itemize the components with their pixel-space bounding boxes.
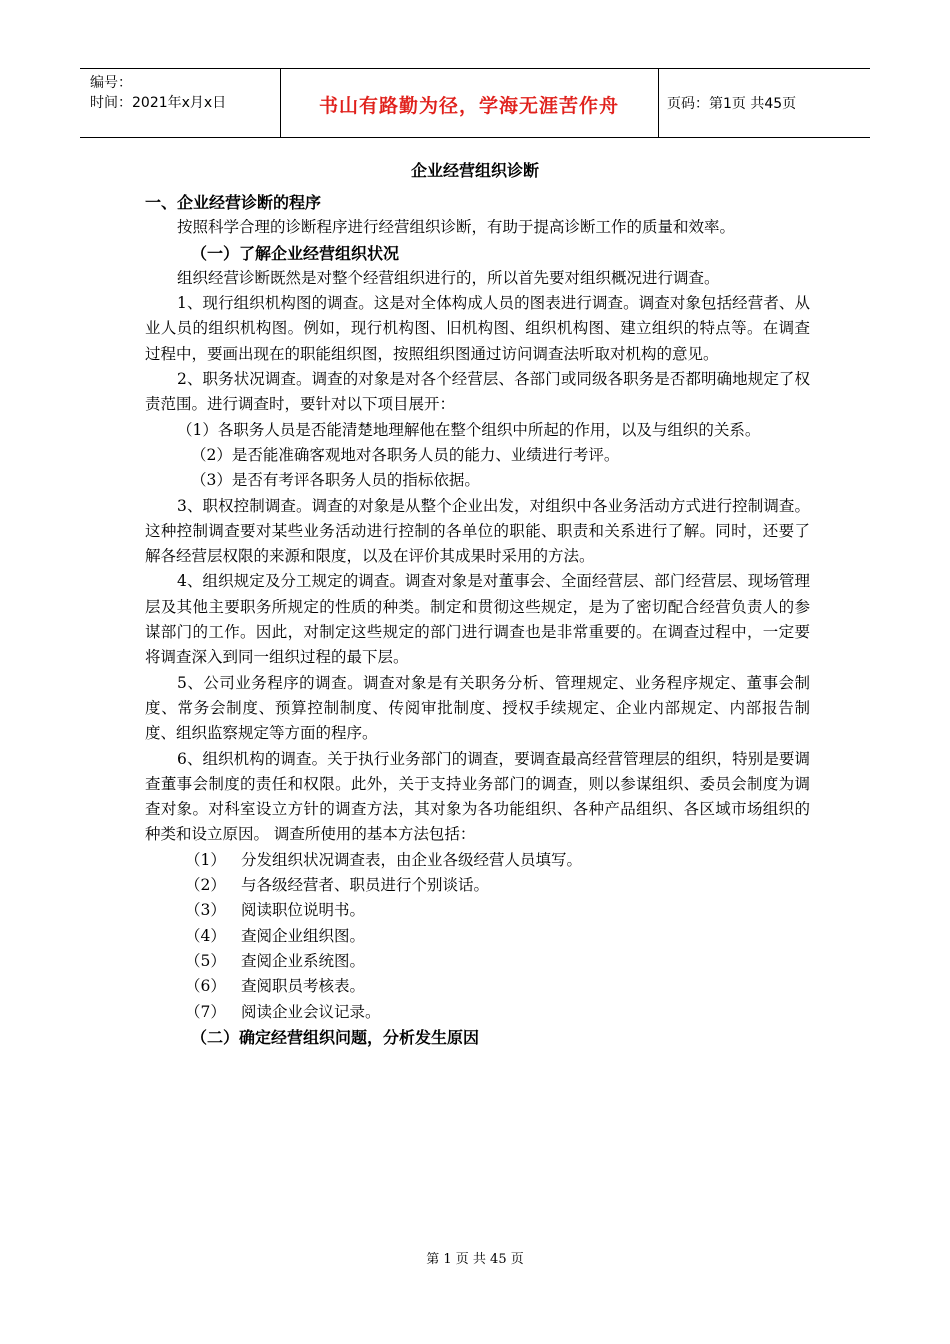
method-number: （7） bbox=[185, 1002, 226, 1021]
document-title: 企业经营组织诊断 bbox=[410, 161, 539, 180]
method-item bbox=[145, 898, 810, 923]
method-number: （3） bbox=[185, 901, 226, 920]
paragraph: 组织经营诊断既然是对整个经营组织进行的，所以首先要对组织概况进行调查。 bbox=[177, 268, 720, 287]
paragraph: 4、组织规定及分工规定的调查。调查对象是对董事会、全面经营层、部门经营层、现场管理层及其他主要职务所规定的性质的种类。制定和贯彻这些规定，是为了密切配合经营负责人的参谋部门的工作。因此，对制定这些规定的部门进行调查也是非常重要的。在调查过程中，一定要将调查深入到同一组织过程的最下层。 bbox=[145, 572, 810, 667]
document-header bbox=[80, 68, 870, 138]
method-item bbox=[145, 974, 810, 999]
paragraph: 1、现行组织机构图的调查。这是对全体构成人员的图表进行调查。调查对象包括经营者、从业人员的组织机构图。例如，现行机构图、旧机构图、组织机构图、建立组织的特点等。在调查过程中，要画出现在的职能组织图，按照组织图通过访问调查法听取对机构的意见。 bbox=[145, 294, 810, 363]
header-motto: 书山有路勤为径，学海无涯苦作舟 bbox=[318, 95, 619, 117]
method-text: 查阅企业组织图。 bbox=[241, 926, 366, 945]
method-text: 查阅职员考核表。 bbox=[241, 977, 366, 996]
subsection-heading: （二）确定经营组织问题，分析发生原因 bbox=[191, 1027, 480, 1047]
method-item bbox=[145, 848, 810, 873]
paragraph: 5、公司业务程序的调查。调查对象是有关职务分析、管理规定、业务程序规定、董事会制度、常务会制度、预算控制制度、传阅审批制度、授权手续规定、企业内部规定、内部报告制度、组织监察规定等方面的程序。 bbox=[145, 673, 810, 743]
method-number: （6） bbox=[185, 977, 226, 996]
method-text: 阅读职位说明书。 bbox=[241, 901, 366, 920]
paragraph: （1）各职务人员是否能清楚地理解他在整个组织中所起的作用，以及与组织的关系。 bbox=[177, 420, 761, 439]
method-text: 查阅企业系统图。 bbox=[241, 951, 366, 970]
paragraph: 2、职务状况调查。调查的对象是对各个经营层、各部门或同级各职务是否都明确地规定了权责范围。进行调查时，要针对以下项目展开： bbox=[145, 370, 810, 414]
section-heading: 一、企业经营诊断的程序 bbox=[145, 193, 322, 212]
paragraph: 按照科学合理的诊断程序进行经营组织诊断，有助于提高诊断工作的质量和效率。 bbox=[177, 218, 736, 237]
method-item bbox=[145, 949, 810, 974]
method-text: 阅读企业会议记录。 bbox=[241, 1002, 381, 1021]
paragraph: 6、组织机构的调查。关于执行业务部门的调查，要调查最高经营管理层的组织，特别是要调查董事会制度的责任和权限。此外，关于支持业务部门的调查，则以参谋组织、委员会制度为调查对象。对科室设立方针的调查方法，其对象为各功能组织、各种产品组织、各区域市场组织的种类和设立原因。 调查所使用的基本方法包括： bbox=[145, 749, 810, 844]
method-text: 与各级经营者、职员进行个别谈话。 bbox=[241, 876, 490, 895]
method-item bbox=[145, 1000, 810, 1025]
document-body bbox=[145, 190, 810, 1050]
paragraph: （3）是否有考评各职务人员的指标依据。 bbox=[191, 471, 480, 490]
header-meta bbox=[90, 73, 226, 113]
method-number: （4） bbox=[185, 926, 226, 945]
paragraph: 3、职权控制调查。调查的对象是从整个企业出发，对组织中各业务活动方式进行控制调查。这种控制调查要对某些业务活动进行控制的各单位的职能、职责和关系进行了解。同时，还要了解各经营层权限的来源和限度，以及在评价其成果时采用的方法。 bbox=[145, 496, 810, 566]
page-footer: 第 1 页 共 45 页 bbox=[426, 1252, 524, 1267]
subsection-heading: （一）了解企业经营组织状况 bbox=[191, 243, 400, 263]
method-item bbox=[145, 924, 810, 949]
method-number: （5） bbox=[185, 951, 226, 970]
serial-label: 编号： bbox=[90, 75, 132, 91]
time-label: 时间：2021年x月x日 bbox=[90, 95, 227, 111]
method-item bbox=[145, 873, 810, 898]
method-text: 分发组织状况调查表，由企业各级经营人员填写。 bbox=[241, 850, 583, 869]
header-page-info: 页码：第1页 共45页 bbox=[667, 96, 797, 112]
method-number: （2） bbox=[185, 876, 226, 895]
paragraph: （2）是否能准确客观地对各职务人员的能力、业绩进行考评。 bbox=[191, 445, 620, 464]
method-number: （1） bbox=[185, 850, 226, 869]
header-divider bbox=[658, 69, 659, 137]
